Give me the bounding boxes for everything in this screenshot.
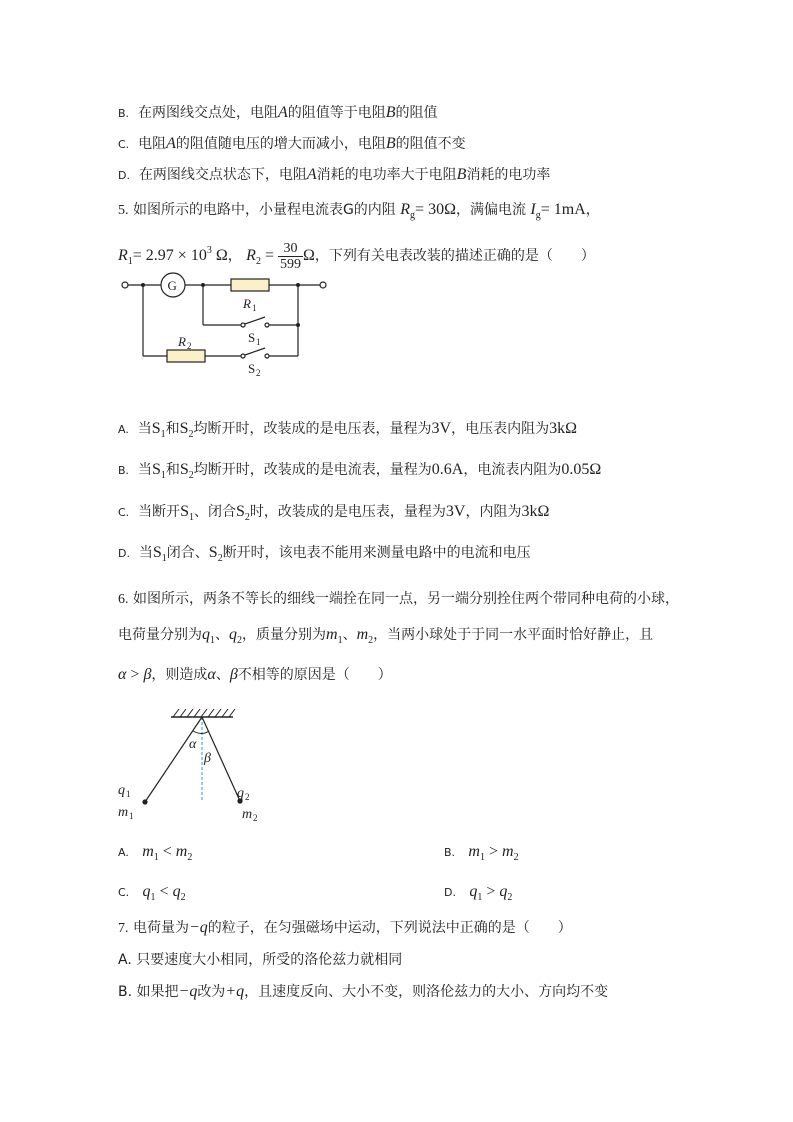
q6-stem-line3: α > β，则造成α、β不相等的原因是（ ） [118,666,392,683]
q6-stem-line2: 电荷量分别为$q_1$、$q_2$，质量分别为$m_1$、$m_2$，当两小球处于于同一水平面时恰好静止，且 [118,626,654,646]
angle-arc [193,731,209,734]
right-terminal [320,282,326,288]
q6-option-b: B. $m_1 > m_2$ [444,843,519,863]
switch-s1-icon [241,323,245,327]
r2-fraction: $\frac{30}{599}$ [279,240,301,272]
switch-s2-icon [241,354,245,358]
beta-label: β [204,751,211,766]
q6-pendulum-diagram [113,705,273,830]
svg-text:2: 2 [187,341,192,351]
ball-1 [142,799,147,804]
q5-option-a: A. 当$S_1$和$S_2$均断开时，改装成的是电压表，量程为3V，电压表内阻为3kΩ [118,420,577,440]
svg-text:1: 1 [129,811,134,821]
q6-option-d: D. $q_1 > q_2$ [444,883,513,903]
galvanometer-label: G [167,278,177,293]
s2-label: S [248,361,256,376]
q5-circuit-diagram [115,270,345,380]
q7-option-b: B. 如果把−q改为+q，且速度反向、大小不变，则洛伦兹力的大小、方向均不变 [118,983,609,1000]
q5-option-d: D. 当$S_1$闭合、$S_2$断开时，该电表不能用来测量电路中的电流和电压 [118,544,531,564]
q4-option-b: B. 在两图线交点处，电阻A的阻值等于电阻B的阻值 [118,104,438,121]
q4-option-c: C. 电阻A的阻值随电压的增大而减小，电阻B的阻值不变 [118,135,466,152]
q6-stem-line1: 6. 如图所示，两条不等长的细线一端拴在同一点，另一端分别拴住两个带同种电荷的小球， [118,591,679,607]
q5-option-b: B. 当$S_1$和$S_2$均断开时，改装成的是电流表，量程为0.6A，电流表内阻为0.05Ω [118,461,602,481]
m1-label: m [118,805,129,820]
left-terminal [122,282,128,288]
q5-stem-line2: $R_1= 2.97 \times 10^3$ Ω， $R_2$ = $\frac{30}{599}$ Ω，下列有关电表改装的描述正确的是（ ） [118,240,595,272]
q4-option-d: D. 在两图线交点状态下，电阻A消耗的电功率大于电阻B消耗的电功率 [118,166,551,183]
svg-text:2: 2 [256,368,261,378]
q7-option-a: A. 只要速度大小相同，所受的洛伦兹力就相同 [118,952,403,968]
svg-text:2: 2 [245,792,250,802]
r1-label: R [243,296,251,311]
resistor-r2 [167,350,205,362]
svg-text:1: 1 [126,789,131,799]
svg-text:2: 2 [253,813,258,823]
q5-stem-line1: 5. 如图所示的电路中，小量程电流表G的内阻 $R_g= 30\Omega$，满偏电流 $I_g= 1mA$， [118,201,600,221]
svg-text:1: 1 [252,303,257,313]
q6-option-c: C. $q_1 < q_2$ [118,883,186,903]
resistor-r1 [231,279,269,291]
svg-text:1: 1 [256,337,261,347]
r2-label: R [178,334,186,349]
alpha-label: α [189,737,197,752]
m2-label: m [242,807,253,822]
string-1 [145,717,202,802]
q5-option-c: C. 当断开$S_1$、闭合$S_2$时，改装成的是电压表，量程为3V，内阻为3kΩ [118,503,550,523]
q6-option-a: A. $m_1 < m_2$ [118,843,193,863]
q1-label: q [118,783,125,798]
s1-label: S [248,330,256,345]
q7-stem: 7. 电荷量为−q的粒子，在匀强磁场中运动，下列说法中正确的是（ ） [118,919,572,936]
q2-label: q [237,786,244,801]
